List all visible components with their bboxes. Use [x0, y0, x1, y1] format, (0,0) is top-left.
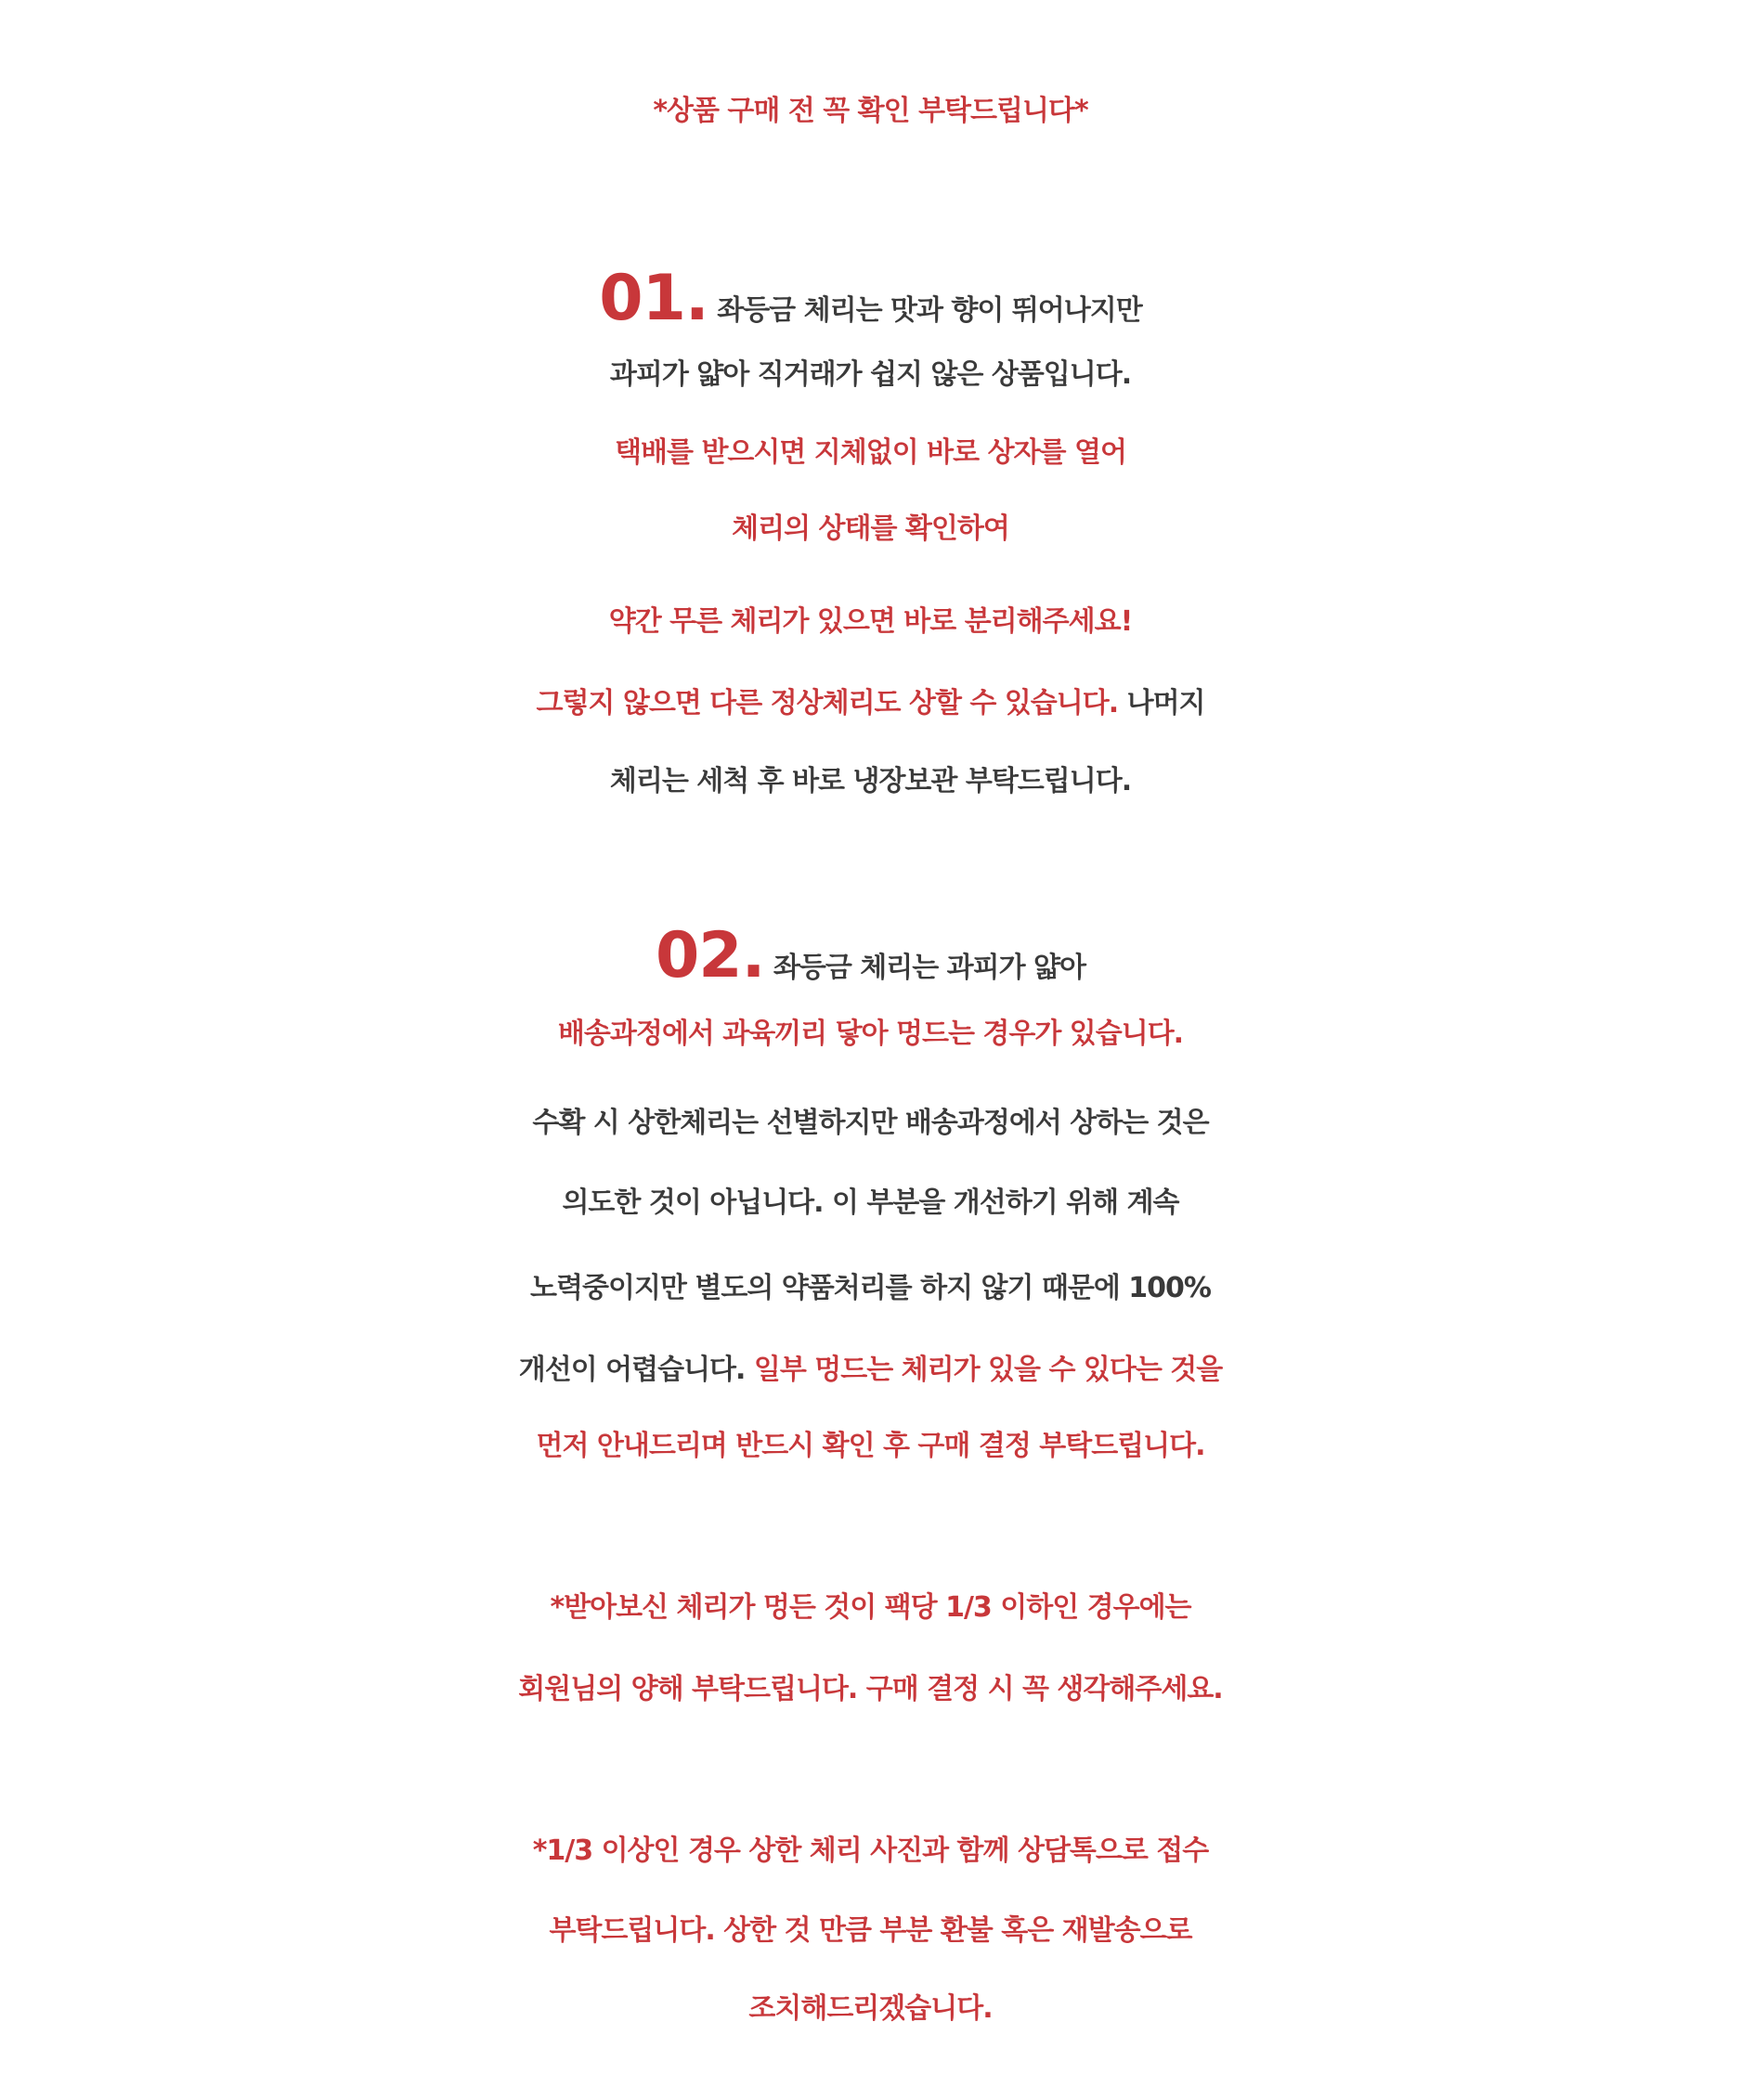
- section2-line6: [0, 1333, 1741, 1407]
- section2-line6-warning: 일부 멍드는 체리가 있을 수 있다는 것을: [745, 1354, 1223, 1386]
- section1-line1-text: 좌등금 체리는 맛과 향이 뛰어나지만: [717, 294, 1142, 327]
- section2-line5: 노력중이지만 별도의 약품처리를 하지 않기 때문에 100%: [530, 1272, 1211, 1304]
- section1-line5: 약간 무른 체리가 있으면 바로 분리해주세요!: [608, 605, 1133, 638]
- section2-line1: [0, 919, 1741, 993]
- section1-line7: 체리는 세척 후 바로 냉장보관 부탁드립니다.: [609, 765, 1132, 797]
- note2-line1: *1/3 이상인 경우 상한 체리 사진과 함께 상담톡으로 접수: [532, 1834, 1209, 1867]
- section2-line6-text: 개선이 어렵습니다.: [518, 1354, 746, 1386]
- section1-line6-warning: 그렇지 않으면 다른 정상체리도 상할 수 있습니다.: [536, 687, 1119, 719]
- section1-line6-rest: 나머지: [1118, 687, 1205, 719]
- notice-title: *상품 구매 전 꼭 확인 부탁드립니다*: [653, 95, 1088, 127]
- section1-line3: 택배를 받으시면 지체없이 바로 상자를 열어: [615, 436, 1126, 469]
- section2-line1-text: 좌등금 체리는 과피가 얇아: [773, 952, 1086, 984]
- note1-line2: 회원님의 양해 부탁드립니다. 구매 결정 시 꼭 생각해주세요.: [518, 1673, 1223, 1705]
- note2-line2: 부탁드립니다. 상한 것 만큼 부분 환불 혹은 재발송으로: [549, 1914, 1192, 1947]
- section2-line4: 의도한 것이 아닙니다. 이 부분을 개선하기 위해 계속: [562, 1186, 1179, 1219]
- section2-line7: 먼저 안내드리며 반드시 확인 후 구매 결정 부탁드립니다.: [536, 1430, 1205, 1462]
- section2-number: 02.: [655, 919, 765, 992]
- section1-number: 01.: [599, 262, 708, 335]
- section1-line4: 체리의 상태를 확인하여: [732, 512, 1009, 545]
- note2-line3: 조치해드리겠습니다.: [748, 1992, 993, 2025]
- section1-line6: [0, 667, 1741, 741]
- section2-line2: 배송과정에서 과육끼리 닿아 멍드는 경우가 있습니다.: [557, 1018, 1184, 1050]
- section1-line1: [0, 262, 1741, 336]
- section1-line2: 과피가 얇아 직거래가 쉽지 않은 상품입니다.: [609, 358, 1132, 391]
- note1-line1: *받아보신 체리가 멍든 것이 팩당 1/3 이하인 경우에는: [550, 1591, 1191, 1624]
- section2-line3: 수확 시 상한체리는 선별하지만 배송과정에서 상하는 것은: [532, 1107, 1209, 1139]
